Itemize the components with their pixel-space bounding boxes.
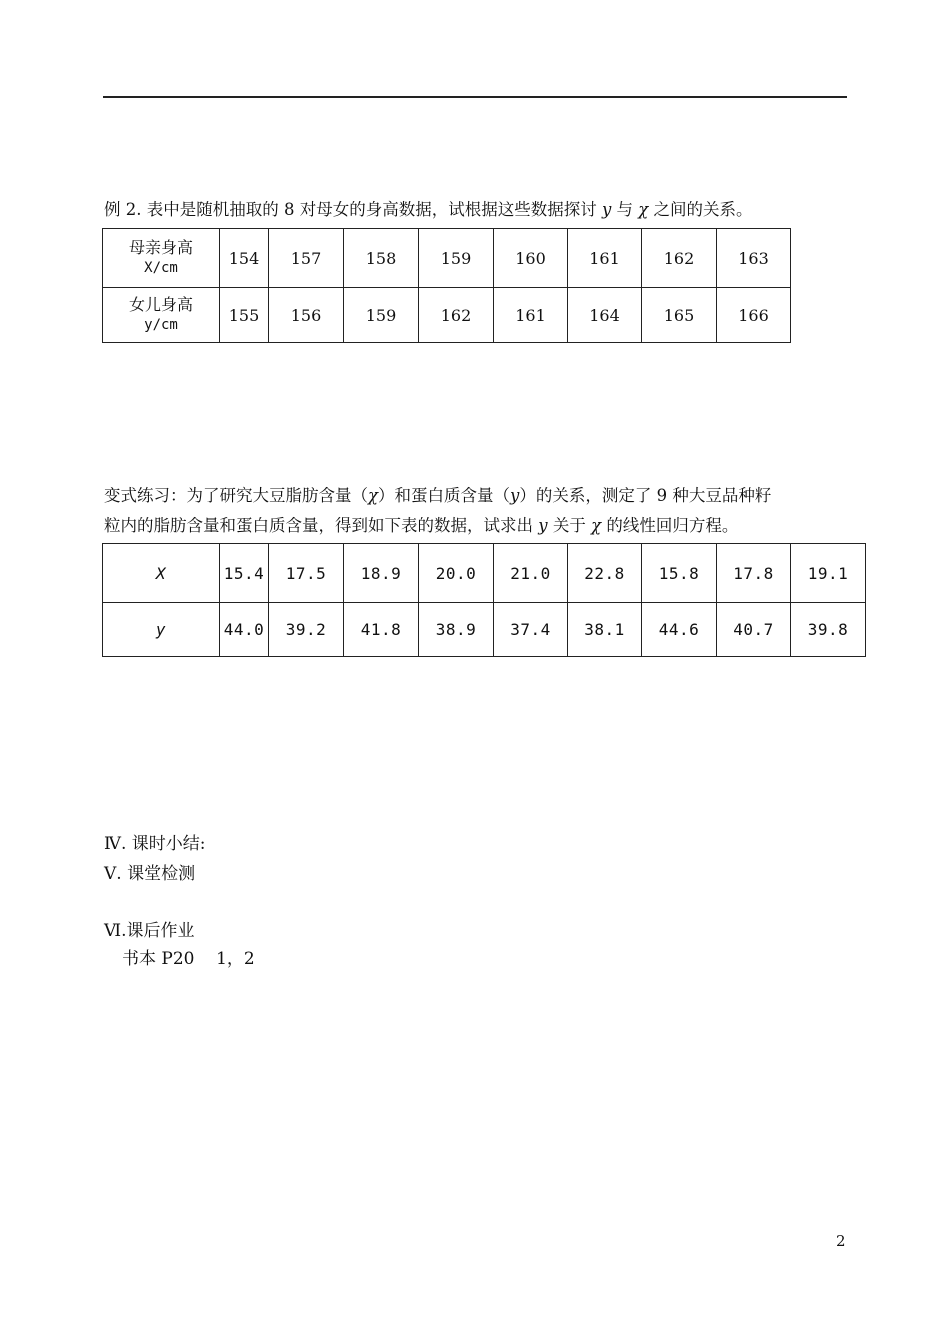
soybean-table: [102, 543, 866, 657]
table-cell: 44.0: [220, 603, 269, 657]
page-number: 2: [836, 1232, 846, 1250]
table-cell: 15.8: [642, 544, 717, 603]
table-cell: 154: [220, 229, 269, 288]
table-cell: 160: [494, 229, 568, 288]
section-check: Ⅴ. 课堂检测: [104, 864, 196, 884]
table-cell: 163: [717, 229, 791, 288]
table-cell: 166: [717, 288, 791, 343]
fat-content-header: Χ: [103, 544, 220, 603]
mother-height-row: [103, 229, 791, 288]
table-cell: 155: [220, 288, 269, 343]
table-cell: 20.0: [419, 544, 494, 603]
table-cell: 156: [269, 288, 344, 343]
table-cell: 41.8: [344, 603, 419, 657]
table-cell: 38.1: [568, 603, 642, 657]
table-cell: 22.8: [568, 544, 642, 603]
table-cell: 162: [419, 288, 494, 343]
table-cell: 38.9: [419, 603, 494, 657]
protein-content-row: [103, 603, 866, 657]
table-cell: 159: [344, 288, 419, 343]
table-cell: 39.8: [791, 603, 866, 657]
mother-height-unit: Χ/cm: [144, 260, 178, 276]
table-cell: 161: [494, 288, 568, 343]
protein-content-header: y: [103, 603, 220, 657]
table-cell: 17.8: [717, 544, 791, 603]
table-cell: 165: [642, 288, 717, 343]
homework-detail: 书本 P20 1，2: [122, 949, 255, 969]
example2-question: 例 2. 表中是随机抽取的 8 对母女的身高数据，试根据这些数据探讨 y 与 χ 之间的关系。: [104, 200, 753, 219]
variant-question-line1: 变式练习：为了研究大豆脂肪含量（χ）和蛋白质含量（y）的关系，测定了 9 种大豆品种籽: [104, 486, 772, 505]
table-cell: 157: [269, 229, 344, 288]
fat-content-row: [103, 544, 866, 603]
daughter-height-row: [103, 288, 791, 343]
table-cell: 39.2: [269, 603, 344, 657]
table-cell: 162: [642, 229, 717, 288]
table-cell: 17.5: [269, 544, 344, 603]
table-cell: 44.6: [642, 603, 717, 657]
table-cell: 18.9: [344, 544, 419, 603]
table-cell: 19.1: [791, 544, 866, 603]
daughter-height-unit: y/cm: [144, 317, 178, 333]
variant-question-line2: 粒内的脂肪含量和蛋白质含量，得到如下表的数据，试求出 y 关于 χ 的线性回归方程。: [104, 516, 739, 535]
section-summary: Ⅳ. 课时小结:: [104, 834, 206, 854]
table-cell: 37.4: [494, 603, 568, 657]
table-cell: 15.4: [220, 544, 269, 603]
table-cell: 159: [419, 229, 494, 288]
daughter-height-header: 女儿身高 y/cm: [103, 288, 220, 343]
table-cell: 21.0: [494, 544, 568, 603]
section-homework: Ⅵ.课后作业: [104, 921, 195, 941]
table-cell: 158: [344, 229, 419, 288]
header-rule: [103, 96, 847, 98]
table-cell: 161: [568, 229, 642, 288]
mother-height-header: 母亲身高 Χ/cm: [103, 229, 220, 288]
table-cell: 40.7: [717, 603, 791, 657]
height-table: [102, 228, 791, 343]
table-cell: 164: [568, 288, 642, 343]
